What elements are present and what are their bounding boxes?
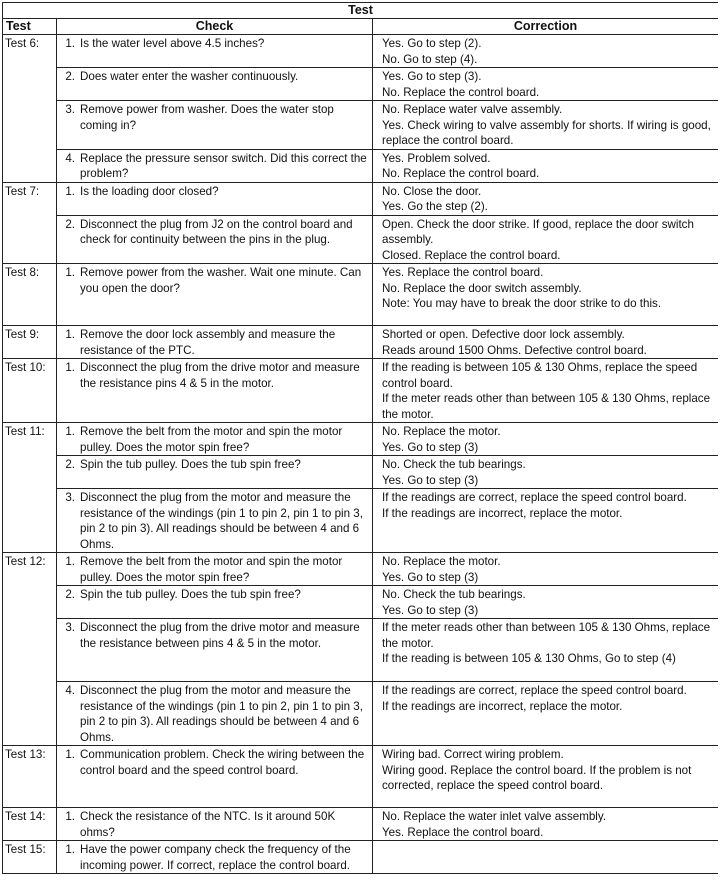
check-cell: [57, 808, 373, 841]
correction-line: If the readings are correct, replace the speed control board.: [382, 684, 687, 697]
correction-line: Yes. Go to step (3): [382, 603, 479, 617]
check-cell: [57, 586, 373, 619]
table-row: [3, 264, 719, 326]
check-text: Spin the tub pulley. Does the tub spin free?: [80, 458, 301, 471]
test-label: Test 14:: [3, 808, 57, 841]
check-text: Check the resistance of the NTC. Is it around 50K ohms?: [80, 810, 336, 839]
test-label: Test 11:: [3, 423, 57, 553]
table-row: [3, 423, 719, 456]
table-row: [3, 619, 719, 682]
check-text: Is the loading door closed?: [80, 184, 219, 198]
correction-cell: [373, 359, 719, 423]
check-cell: [57, 489, 373, 553]
check-cell: [57, 553, 373, 586]
correction-line: No. Close the door.: [382, 184, 482, 198]
correction-cell: [373, 35, 719, 68]
test-label: Test 13:: [3, 746, 57, 808]
correction-cell: [373, 489, 719, 553]
check-cell: [57, 264, 373, 326]
correction-cell: [373, 182, 719, 215]
check-cell: [57, 326, 373, 359]
table-row: [3, 68, 719, 101]
table-body: [3, 35, 719, 874]
check-cell: [57, 68, 373, 101]
correction-cell: [373, 326, 719, 359]
step-number: 1.: [65, 266, 75, 279]
test-label: Test 12:: [3, 553, 57, 746]
correction-cell: [373, 841, 719, 874]
correction-cell: [373, 808, 719, 841]
check-text: Remove the belt from the motor and spin the motor pulley. Does the motor spin free?: [80, 555, 343, 584]
check-cell: [57, 182, 373, 215]
correction-line: Yes. Replace the control board.: [382, 266, 544, 279]
check-text: Communication problem. Check the wiring between the control board and the speed control board.: [80, 748, 365, 777]
step-number: 4.: [65, 151, 75, 165]
correction-cell: [373, 215, 719, 264]
check-cell: [57, 619, 373, 682]
column-header-test: Test: [3, 19, 57, 35]
check-cell: [57, 746, 373, 808]
correction-line: Open. Check the door strike. If good, replace the door switch assembly.: [382, 217, 694, 246]
correction-line: No. Go to step (4).: [382, 52, 478, 66]
correction-line: If the meter reads other than between 105 & 130 Ohms, replace the motor.: [382, 392, 711, 421]
check-cell: [57, 841, 373, 874]
check-text: Disconnect the plug from the drive motor and measure the resistance between pins 4 & 5 in the motor.: [80, 621, 360, 650]
correction-line: Note: You may have to break the door strike to do this.: [382, 297, 662, 310]
correction-line: Shorted or open. Defective door lock assembly.: [382, 328, 625, 341]
correction-line: If the readings are incorrect, replace the motor.: [382, 506, 623, 520]
step-number: 2.: [65, 458, 75, 471]
correction-line: Reads around 1500 Ohms. Defective control board.: [382, 343, 647, 357]
step-number: 3.: [65, 103, 75, 116]
check-cell: [57, 456, 373, 489]
correction-cell: [373, 586, 719, 619]
check-cell: [57, 35, 373, 68]
correction-cell: [373, 746, 719, 808]
table-row: [3, 682, 719, 746]
check-text: Disconnect the plug from the motor and measure the resistance of the windings (pin 1 to pin 2, pin 1 to pin 3, pin 2 to pin 3). All readings should be between 4 and 6 Ohms.: [80, 491, 363, 551]
table-row: [3, 215, 719, 264]
check-text: Disconnect the plug from the motor and measure the resistance of the windings (pin 1 to pin 2, pin 1 to pin 3, pin 2 to pin 3). All readings should be between 4 and 6 Ohms.: [80, 684, 363, 744]
check-cell: [57, 682, 373, 746]
correction-cell: [373, 682, 719, 746]
correction-line: If the reading is between 105 & 130 Ohms, Go to step (4): [382, 652, 676, 665]
check-cell: [57, 149, 373, 182]
check-cell: [57, 359, 373, 423]
correction-cell: [373, 456, 719, 489]
step-number: 1.: [65, 810, 75, 823]
table-row: [3, 456, 719, 489]
correction-line: Wiring bad. Correct wiring problem.: [382, 748, 564, 761]
test-label: Test 9:: [3, 326, 57, 359]
troubleshooting-sheet: [2, 2, 718, 881]
step-number: 2.: [65, 70, 75, 83]
check-text: Remove power from the washer. Wait one minute. Can you open the door?: [80, 266, 362, 295]
correction-line: No. Replace the motor.: [382, 425, 501, 438]
correction-line: Yes. Replace the control board.: [382, 825, 544, 839]
check-text: Replace the pressure sensor switch. Did this correct the problem?: [80, 151, 367, 180]
correction-line: Yes. Check wiring to valve assembly for shorts. If wiring is good, replace the control board.: [382, 118, 711, 147]
correction-line: Yes. Go to step (2).: [382, 37, 482, 50]
correction-line: Closed. Replace the control board.: [382, 248, 561, 262]
test-label: Test 7:: [3, 182, 57, 264]
correction-line: Yes. Problem solved.: [382, 151, 491, 165]
test-label: Test 6:: [3, 35, 57, 183]
correction-line: Yes. Go to step (3): [382, 440, 479, 454]
check-text: Does water enter the washer continuously.: [80, 70, 299, 83]
step-number: 1.: [65, 425, 75, 438]
correction-line: Yes. Go to step (3): [382, 473, 479, 487]
check-text: Remove the door lock assembly and measure the resistance of the PTC.: [80, 328, 336, 357]
step-number: 1.: [65, 184, 75, 198]
correction-line: No. Check the tub bearings.: [382, 458, 526, 471]
correction-line: Yes. Go to step (3).: [382, 70, 482, 83]
correction-line: If the readings are correct, replace the speed control board.: [382, 491, 687, 504]
correction-line: No. Replace the control board.: [382, 167, 540, 180]
correction-line: Wiring good. Replace the control board. If the problem is not corrected, replace the speed control board.: [382, 763, 692, 792]
check-cell: [57, 423, 373, 456]
test-label: Test 15:: [3, 841, 57, 874]
table-row: [3, 553, 719, 586]
table-title-row: [3, 3, 719, 19]
correction-cell: [373, 149, 719, 182]
step-number: 2.: [65, 588, 75, 601]
correction-line: No. Replace the control board.: [382, 85, 540, 99]
check-text: Spin the tub pulley. Does the tub spin free?: [80, 588, 301, 601]
check-text: Have the power company check the frequency of the incoming power. If correct, replace the control board.: [80, 843, 351, 872]
step-number: 3.: [65, 621, 75, 634]
table-title: Test: [3, 3, 719, 19]
table-row: [3, 101, 719, 150]
table-row: [3, 586, 719, 619]
step-number: 1.: [65, 328, 75, 341]
correction-cell: [373, 68, 719, 101]
step-number: 1.: [65, 37, 75, 50]
table-row: [3, 326, 719, 359]
check-text: Is the water level above 4.5 inches?: [80, 37, 265, 50]
correction-line: No. Replace the water inlet valve assembly.: [382, 810, 607, 823]
correction-cell: [373, 264, 719, 326]
correction-line: If the reading is between 105 & 130 Ohms, replace the speed control board.: [382, 361, 698, 390]
table-row: [3, 746, 719, 808]
column-header-row: [3, 19, 719, 35]
test-label: Test 8:: [3, 264, 57, 326]
column-header-correction: Correction: [373, 19, 719, 35]
table-row: [3, 182, 719, 215]
correction-line: No. Replace the door switch assembly.: [382, 281, 582, 295]
table-row: [3, 359, 719, 423]
step-number: 2.: [65, 217, 75, 231]
correction-line: If the readings are incorrect, replace the motor.: [382, 699, 623, 713]
table-row: [3, 149, 719, 182]
check-text: Remove power from washer. Does the water stop coming in?: [80, 103, 334, 132]
correction-line: No. Check the tub bearings.: [382, 588, 526, 601]
table-row: [3, 841, 719, 874]
check-cell: [57, 215, 373, 264]
correction-cell: [373, 423, 719, 456]
column-header-check: Check: [57, 19, 373, 35]
correction-line: If the meter reads other than between 105 & 130 Ohms, replace the motor.: [382, 621, 711, 650]
troubleshooting-table: [2, 2, 718, 874]
table-row: [3, 808, 719, 841]
check-text: Disconnect the plug from J2 on the control board and check for continuity between the pins in the plug.: [80, 217, 353, 246]
check-text: Disconnect the plug from the drive motor and measure the resistance pins 4 & 5 in the motor.: [80, 361, 360, 390]
correction-line: Yes. Go to step (3): [382, 570, 479, 584]
table-row: [3, 489, 719, 553]
check-text: Remove the belt from the motor and spin the motor pulley. Does the motor spin free?: [80, 425, 343, 454]
correction-line: No. Replace the motor.: [382, 555, 501, 568]
step-number: 1.: [65, 748, 75, 761]
step-number: 3.: [65, 491, 75, 504]
correction-line: No. Replace water valve assembly.: [382, 103, 563, 116]
step-number: 1.: [65, 361, 75, 374]
table-row: [3, 35, 719, 68]
test-label: Test 10:: [3, 359, 57, 423]
step-number: 4.: [65, 684, 75, 697]
correction-cell: [373, 553, 719, 586]
correction-cell: [373, 619, 719, 682]
check-cell: [57, 101, 373, 150]
step-number: 1.: [65, 555, 75, 568]
step-number: 1.: [65, 843, 75, 856]
correction-cell: [373, 101, 719, 150]
correction-line: Yes. Go the step (2).: [382, 200, 488, 213]
